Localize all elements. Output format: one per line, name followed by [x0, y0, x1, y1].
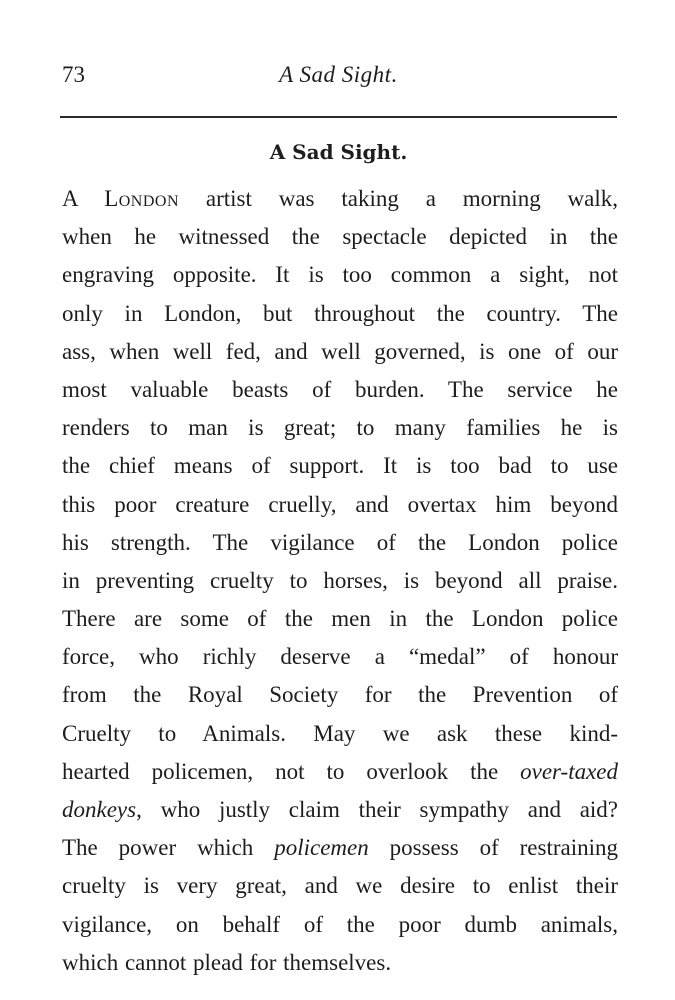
article-body [62, 180, 618, 982]
text-line: There are some of the men in the London police [62, 606, 618, 632]
header-rule [60, 116, 617, 118]
text-line: most valuable beasts of burden. The service he [62, 376, 618, 402]
text-line: this poor creature cruelly, and overtax him beyond [62, 491, 618, 517]
text-line: A London artist was taking a morning walk, [62, 186, 619, 211]
page-number: 73 [62, 62, 85, 87]
text-line: only in London, but throughout the country. The [62, 300, 618, 326]
text-line: ass, when well fed, and well governed, is one of our [62, 338, 618, 364]
text-line: renders to man is great; to many families he is [62, 415, 618, 441]
text-line: cruelty is very great, and we desire to enlist their [62, 873, 618, 899]
text-line: Cruelty to Animals. May we ask these kind- [62, 720, 618, 746]
text-line: hearted policemen, not to overlook the over-taxed [62, 758, 618, 784]
article-title: A Sad Sight. [269, 140, 408, 164]
italic-word: policemen [274, 835, 369, 861]
text-line: engraving opposite. It is too common a sight, not [62, 262, 618, 288]
text-line: in preventing cruelty to horses, is beyond all praise. [62, 567, 618, 593]
text-line: donkeys, who justly claim their sympathy and aid? [62, 797, 618, 822]
text-line: vigilance, on behalf of the poor dumb animals, [62, 911, 618, 937]
text-line: from the Royal Society for the Prevention of [62, 682, 618, 708]
text-line: The power which policemen possess of restraining [62, 835, 618, 861]
smallcaps-word: London [104, 186, 180, 211]
text-line: which cannot plead for themselves. [62, 949, 392, 975]
text-line: his strength. The vigilance of the London police [62, 529, 618, 555]
text-line: force, who richly deserve a “medal” of honour [62, 644, 618, 670]
text-line: the chief means of support. It is too bad to use [62, 453, 618, 479]
italic-word: donkeys [62, 797, 137, 822]
running-title: A Sad Sight. [279, 62, 398, 87]
italic-word: over-taxed [520, 758, 618, 784]
text-line: when he witnessed the spectacle depicted in the [62, 224, 618, 250]
running-head [62, 62, 615, 92]
